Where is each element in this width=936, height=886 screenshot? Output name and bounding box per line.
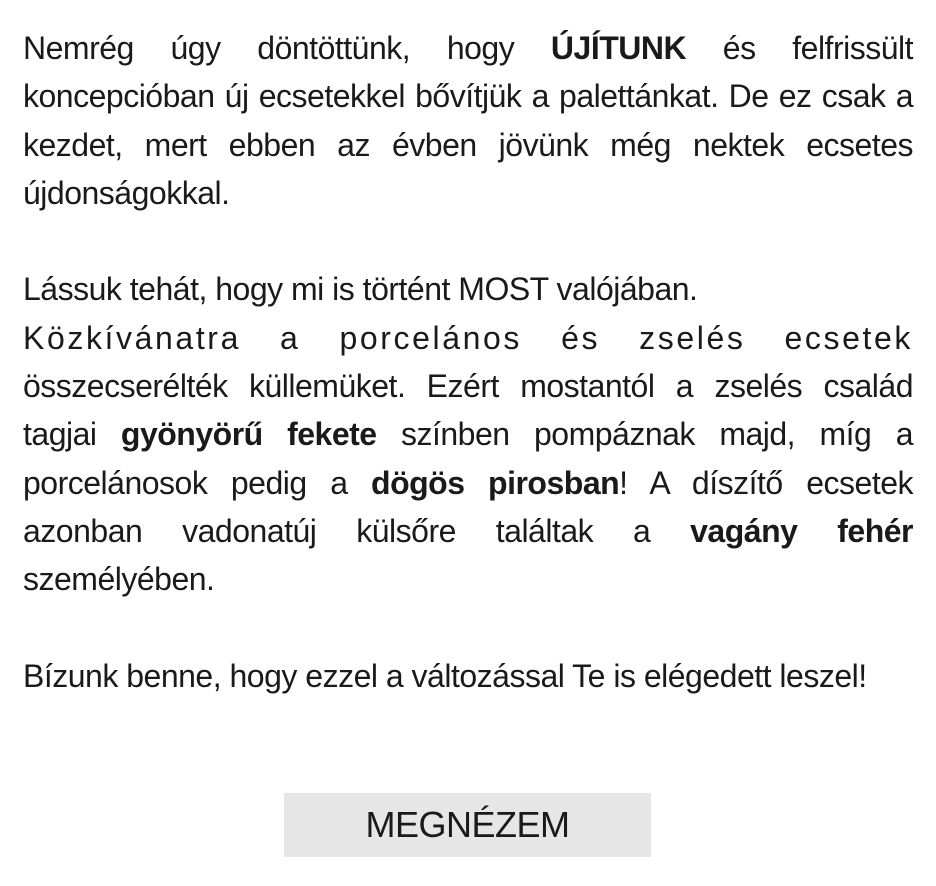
lead-paragraph [23, 265, 913, 313]
closing-text: Bízunk benne, hogy ezzel a változással Te is elégedett leszel! [23, 657, 867, 694]
paragraph-spacer [23, 217, 913, 265]
megnezem-button[interactable]: MEGNÉZEM [284, 793, 651, 857]
details-text-2: összecserélték küllemüket. Ezért mostantól a zselés család tagjai [23, 368, 913, 453]
lead-text: Lássuk tehát, hogy mi is történt MOST valójában. [23, 271, 698, 308]
details-text-5: személyében. [23, 561, 215, 598]
newsletter-body [23, 24, 913, 700]
details-text-4: ! A díszítő ecsetek azonban vadonatúj külsőre találtak a [23, 464, 914, 549]
details-emphasis-white: vagány fehér [690, 512, 913, 549]
paragraph-spacer [23, 604, 913, 652]
intro-text-2: és felfrissült koncepcióban új ecsetekkel bővítjük a palettánkat. De ez csak a kezdet, mert ebben az évben jövünk még nektek ecsetes újdonságokkal. [23, 30, 914, 211]
intro-emphasis-ujitunk: ÚJÍTUNK [550, 30, 687, 66]
details-text-3: színben pompáznak majd, míg a porcelánosok pedig a [23, 416, 914, 501]
details-emphasis-black: gyönyörű fekete [120, 416, 377, 453]
cta-container [284, 793, 651, 857]
intro-text-1: Nemrég úgy döntöttünk, hogy [23, 30, 551, 66]
intro-paragraph [23, 24, 913, 217]
details-emphasis-red: dögös pirosban [371, 464, 620, 501]
closing-paragraph [23, 652, 913, 700]
details-paragraph [23, 314, 913, 604]
details-text-1: Közkívánatra a porcelános és zselés ecsetek [23, 319, 913, 356]
